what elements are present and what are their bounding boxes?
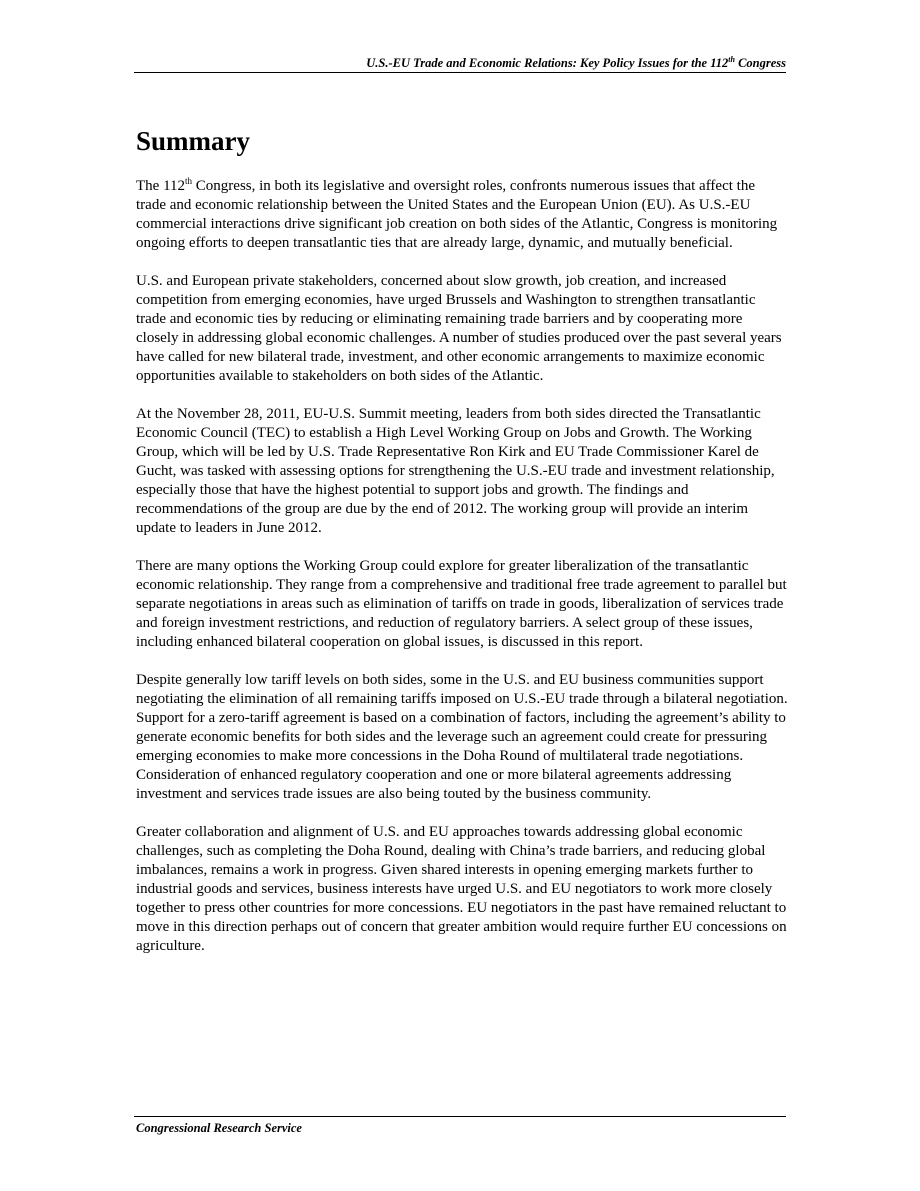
paragraph-1-superscript: th <box>185 176 193 186</box>
page-title: Summary <box>136 126 250 156</box>
paragraph-2: U.S. and European private stakeholders, concerned about slow growth, job creation, and increased competition from emerging economies, have urged Brussels and Washington to strengthen transatlantic trade and economic ties by reducing or eliminating remaining trade barriers and by cooperating more closely in addressing global economic challenges. A number of studies produced over the past several years have called for new bilateral trade, investment, and other economic arrangements to maximize economic opportunities available to stakeholders on both sides of the Atlantic. <box>136 273 782 384</box>
paragraph-4: There are many options the Working Group could explore for greater liberalization of the transatlantic economic relationship. They range from a comprehensive and traditional free trade agreement to parallel but separate negotiations in areas such as elimination of tariffs on trade in goods, liberalization of services trade and foreign investment restrictions, and reduction of regulatory barriers. A select group of these issues, including enhanced bilateral cooperation on global issues, is discussed in this report. <box>136 558 787 650</box>
paragraph-6: Greater collaboration and alignment of U.S. and EU approaches towards addressing global economic challenges, such as completing the Doha Round, dealing with China’s trade barriers, and reducing global imbalances, remains a work in progress. Given shared interests in opening emerging markets further to industrial goods and services, business interests have urged U.S. and EU negotiators to work more closely together to press other countries for more concessions. EU negotiators in the past have remained reluctant to move in this direction perhaps out of concern that greater ambition would require further EU concessions on agriculture. <box>136 824 787 954</box>
paragraph-1-lead: The 112 <box>136 178 186 194</box>
footer-source: Congressional Research Service <box>136 1121 302 1135</box>
paragraph-1 <box>136 177 788 253</box>
running-header-superscript: th <box>728 54 735 64</box>
paragraph-5: Despite generally low tariff levels on both sides, some in the U.S. and EU business communities support negotiating the elimination of all remaining tariffs imposed on U.S.-EU trade through a bilateral negotiation. Support for a zero-tariff agreement is based on a combination of factors, including the agreement’s ability to generate economic benefits for both sides and the leverage such an agreement could create for pressuring emerging economies to make more concessions in the Doha Round of multilateral trade negotiations. Consideration of enhanced regulatory cooperation and one or more bilateral agreements addressing investment and services trade issues are also being touted by the business community. <box>136 672 788 802</box>
running-header-text: U.S.-EU Trade and Economic Relations: Key Policy Issues for the 112 <box>366 56 729 70</box>
paragraph-3: At the November 28, 2011, EU-U.S. Summit meeting, leaders from both sides directed the Transatlantic Economic Council (TEC) to establish a High Level Working Group on Jobs and Growth. The Working Group, which will be led by U.S. Trade Representative Ron Kirk and EU Trade Commissioner Karel de Gucht, was tasked with assessing options for strengthening the U.S.-EU trade and investment relationship, especially those that have the highest potential to support jobs and growth. The findings and recommendations of the group are due by the end of 2012. The working group will provide an interim update to leaders in June 2012. <box>136 406 775 536</box>
running-header-text-end: Congress <box>734 56 786 70</box>
summary-body <box>136 177 788 975</box>
paragraph-1-text: Congress, in both its legislative and oversight roles, confronts numerous issues that affect the trade and economic relationship between the United States and the European Union (EU). As U.S.-EU commercial interactions drive significant job creation on both sides of the Atlantic, Congress is monitoring ongoing efforts to deepen transatlantic ties that are already large, dynamic, and mutually beneficial. <box>136 178 778 251</box>
footer-divider <box>134 1116 786 1117</box>
running-header <box>134 55 786 71</box>
header-divider <box>134 72 786 73</box>
